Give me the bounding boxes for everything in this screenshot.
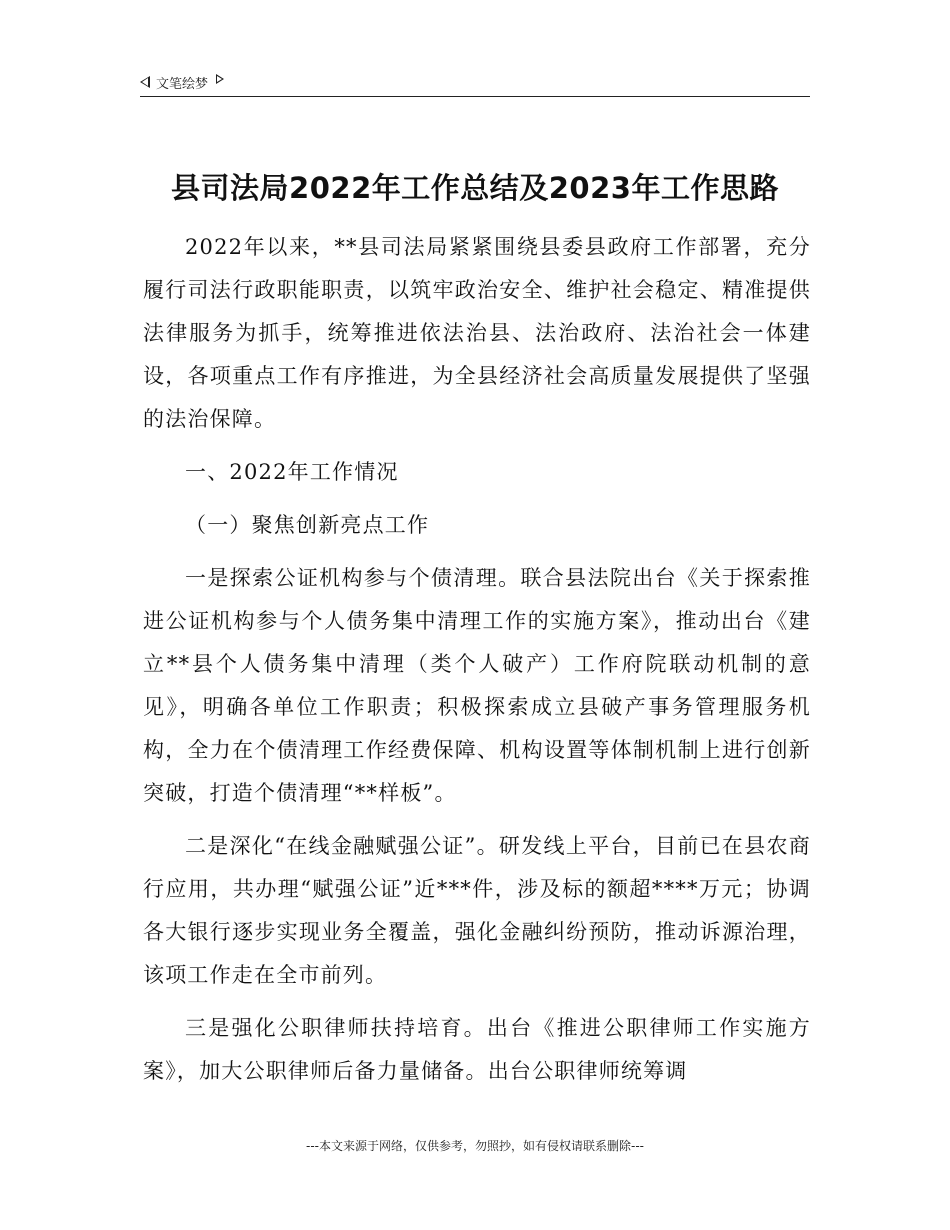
triangle-left-icon [140, 76, 150, 88]
paragraph-intro: 2022年以来，**县司法局紧紧围绕县委县政府工作部署，充分履行司法行政职能职责，以筑牢政治安全、维护社会稳定、精准提供法律服务为抓手，统筹推进依法治县、法治政府、法治社会一体建设，各项重点工作有序推进，为全县经济社会高质量发展提供了坚强的法治保障。 [143, 235, 811, 431]
header-label: 文笔绘梦 [156, 76, 209, 92]
paragraph-item-1: 一是探索公证机构参与个债清理。联合县法院出台《关于探索推进公证机构参与个人债务集中清理工作的实施方案》，推动出台《建立**县个人债务集中清理（类个人破产）工作府院联动机制的意见》，明确各单位工作职责；积极探索成立县破产事务管理服务机构，全力在个债清理工作经费保障、机构设置等体制机制上进行创新突破，打造个债清理“**样板”。 [143, 566, 811, 805]
paragraph-item-3: 三是强化公职律师扶持培育。出台《推进公职律师工作实施方案》，加大公职律师后备力量储备。出台公职律师统筹调 [143, 1016, 811, 1083]
section-heading: 一、2022年工作情况 [185, 460, 399, 484]
document-title: 县司法局2022年工作总结及2023年工作思路 [171, 171, 779, 205]
triangle-right-icon [216, 74, 224, 84]
subsection-heading: （一）聚焦创新亮点工作 [185, 513, 430, 537]
paragraph-item-2: 二是深化“在线金融赋强公证”。研发线上平台，目前已在县农商行应用，共办理“赋强公证”近***件，涉及标的额超****万元；协调各大银行逐步实现业务全覆盖，强化金融纠纷预防，推动诉源治理，该项工作走在全市前列。 [143, 834, 811, 987]
page-footer: ---本文来源于网络，仅供参考，勿照抄，如有侵权请联系删除--- [306, 1139, 644, 1153]
document-body [143, 226, 811, 1093]
page-header [140, 68, 810, 97]
